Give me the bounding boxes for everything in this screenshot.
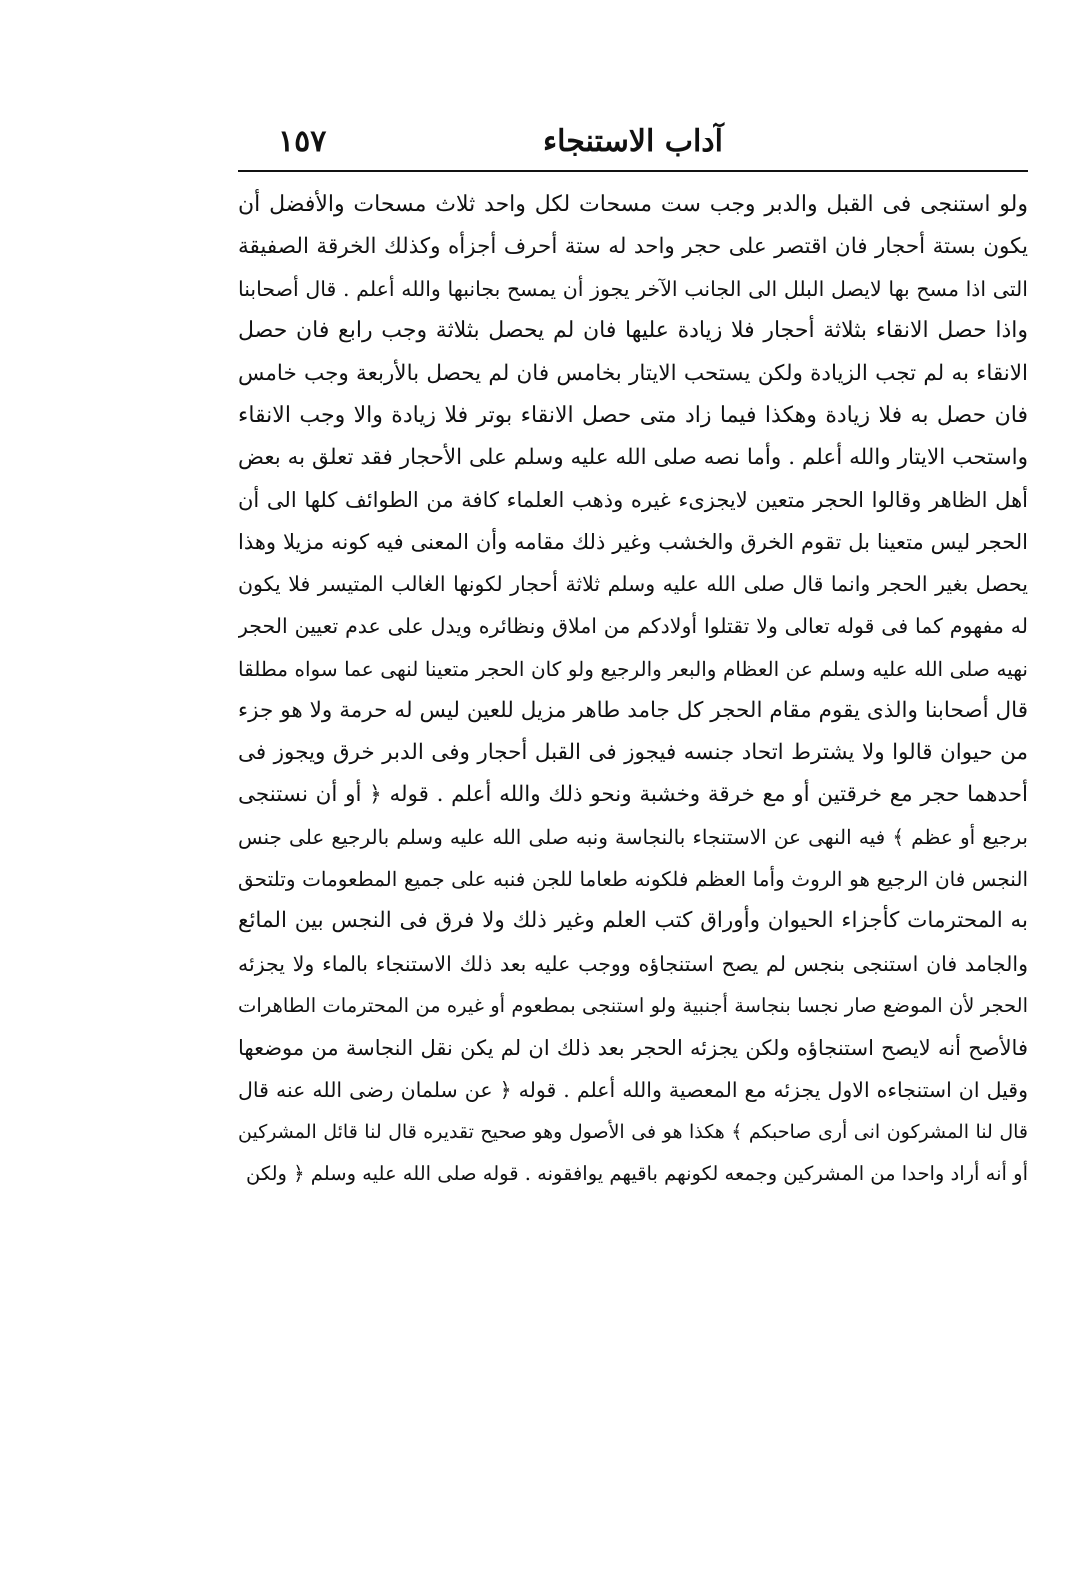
text-line: واستحب الايتار والله أعلم . وأما نصه صلى الله عليه وسلم على الأحجار فقد تعلق به بعض [238, 444, 1028, 470]
text-line: فالأصح أنه لايصح استنجاؤه ولكن يجزئه الحجر بعد ذلك ان لم يكن نقل النجاسة من موضعها [238, 1035, 1028, 1060]
text-line: الحجر ليس متعينا بل تقوم الخرق والخشب وغير ذلك مقامه وأن المعنى فيه كونه مزيلا وهذا [238, 530, 1028, 555]
text-line: قال أصحابنا والذى يقوم مقام الحجر كل جامد طاهر مزيل للعين ليس له حرمة ولا هو جزء [238, 697, 1028, 723]
text-line: به المحترمات كأجزاء الحيوان وأوراق كتب العلم وغير ذلك ولا فرق فى النجس بين المائع [238, 908, 1028, 934]
text-line: وقيل ان استنجاءه الاول يجزئه مع المعصية والله أعلم . قوله ﴿ عن سلمان رضى الله عنه قال [238, 1077, 1028, 1102]
text-line: أهل الظاهر وقالوا الحجر متعين لايجزىء غيره وذهب العلماء كافة من الطوائف كلها الى أن [238, 487, 1028, 512]
chapter-title: آداب الاستنجاء [542, 124, 723, 159]
text-line: برجيع أو عظم ﴾ فيه النهى عن الاستنجاء بالنجاسة ونبه صلى الله عليه وسلم بالرجيع على جنس [238, 825, 1028, 850]
text-line: يكون بستة أحجار فان اقتصر على حجر واحد له ستة أحرف أجزأه وكذلك الخرقة الصفيقة [238, 234, 1028, 260]
text-line: يحصل بغير الحجر وانما قال صلى الله عليه وسلم ثلاثة أحجار لكونها الغالب المتيسر فلا يكون [238, 572, 1028, 597]
header-divider [238, 170, 1028, 172]
text-line: نهيه صلى الله عليه وسلم عن العظام والبعر والرجيع ولو كان الحجر متعينا لنهى عما سواه مطلقا [238, 656, 1028, 681]
text-line: الحجر لأن الموضع صار نجسا بنجاسة أجنبية ولو استنجى بمطعوم أو غيره من المحترمات الطاهرات [238, 993, 1028, 1017]
text-line: له مفهوم كما فى قوله تعالى ولا تقتلوا أولادكم من املاق ونظائره ويدل على عدم تعيين الحجر [238, 614, 1028, 639]
text-line: من حيوان قالوا ولا يشترط اتحاد جنسه فيجوز فى القبل أحجار وفى الدبر خرق ويجوز فى [238, 739, 1028, 765]
page-number: ١٥٧ [278, 124, 327, 159]
text-line: التى اذا مسح بها لايصل البلل الى الجانب الآخر يجوز أن يمسح بجانبها والله أعلم . قال أصحابنا [238, 277, 1028, 302]
text-line: الانقاء به لم تجب الزيادة ولكن يستحب الايتار بخامس فان لم يحصل بالأربعة وجب خامس [238, 360, 1028, 386]
text-line: قال لنا المشركون انى أرى صاحبكم ﴾ هكذا هو فى الأصول وهو صحيح تقديره قال لنا قائل المشركين [238, 1121, 1028, 1144]
text-line: أحدهما حجر مع خرقتين أو مع خرقة وخشبة ونحو ذلك والله أعلم . قوله ﴿ أو أن نستنجى [238, 781, 1028, 807]
running-header [238, 120, 1028, 170]
text-line: ولو استنجى فى القبل والدبر وجب ست مسحات لكل واحد ثلاث مسحات والأفضل أن [238, 192, 1028, 217]
text-line: أو أنه أراد واحدا من المشركين وجمعه لكونهم باقيهم يوافقونه . قوله صلى الله عليه وسلم ﴿ ولكن [246, 1162, 1028, 1186]
text-line: فان حصل به فلا زيادة وهكذا فيما زاد متى حصل الانقاء بوتر فلا زيادة والا وجب الانقاء [238, 402, 1028, 428]
text-line: النجس فان الرجيع هو الروث وأما العظم فلكونه طعاما للجن فنبه على جميع المطعومات وتلتحق [238, 867, 1028, 892]
body-text [238, 184, 1028, 1195]
text-line: واذا حصل الانقاء بثلاثة أحجار فلا زيادة عليها فان لم يحصل بثلاثة وجب رابع فان حصل [238, 318, 1028, 344]
text-line: والجامد فان استنجى بنجس لم يصح استنجاؤه ووجب عليه بعد ذلك الاستنجاء بالماء ولا يجزئه [238, 951, 1028, 976]
